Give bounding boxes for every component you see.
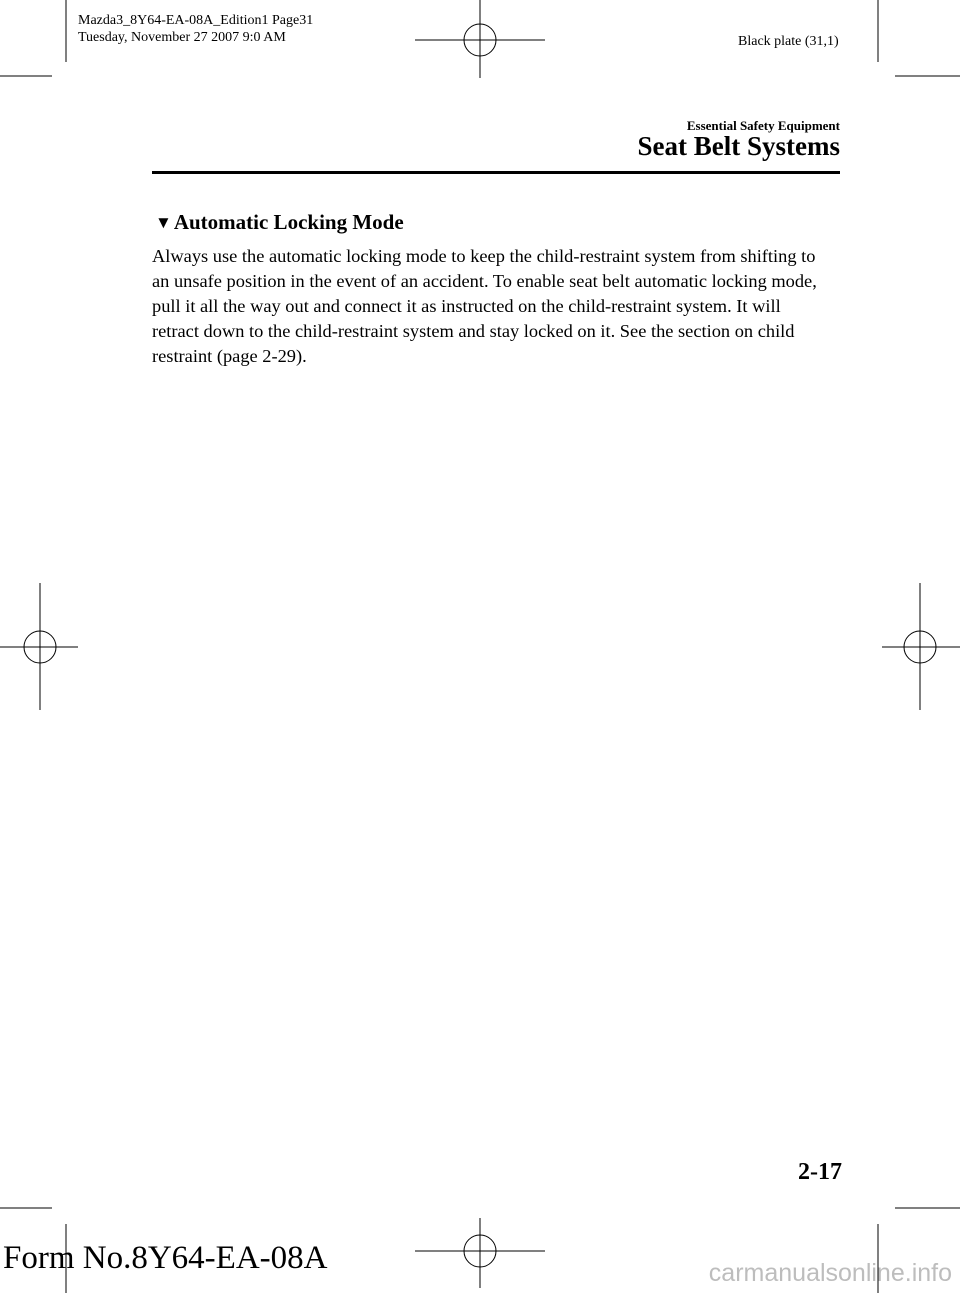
- registration-target-top: [415, 0, 545, 78]
- chapter-title: Seat Belt Systems: [637, 131, 840, 161]
- print-timestamp: Tuesday, November 27 2007 9:0 AM: [78, 30, 286, 45]
- body-line: pull it all the way out and connect it as instructed on the child-restraint system. It will: [152, 296, 781, 316]
- body-line: an unsafe position in the event of an accident. To enable seat belt automatic locking mode,: [152, 271, 817, 291]
- triangle-marker-icon: ▼: [155, 212, 172, 232]
- body-line: Always use the automatic locking mode to keep the child-restraint system from shifting to: [152, 246, 816, 266]
- body-line: restraint (page 2-29).: [152, 346, 307, 366]
- body-paragraph: [152, 244, 852, 369]
- print-job-line: Mazda3_8Y64-EA-08A_Edition1 Page31: [78, 13, 314, 28]
- form-number: Form No.8Y64-EA-08A: [3, 1240, 328, 1276]
- print-job-info: [78, 12, 313, 46]
- registration-target-left: [0, 583, 78, 710]
- subheading: [155, 210, 404, 235]
- watermark: carmanualsonline.info: [708, 1259, 952, 1287]
- section-label: Essential Safety Equipment: [686, 118, 840, 133]
- page-number: 2-17: [798, 1159, 842, 1185]
- plate-label: Black plate (31,1): [738, 34, 839, 49]
- header-rule: [152, 171, 840, 174]
- subheading-text: Automatic Locking Mode: [173, 210, 404, 234]
- registration-target-right: [882, 583, 960, 710]
- registration-target-bottom: [415, 1218, 545, 1288]
- body-line: retract down to the child-restraint system and stay locked on it. See the section on child: [152, 321, 795, 341]
